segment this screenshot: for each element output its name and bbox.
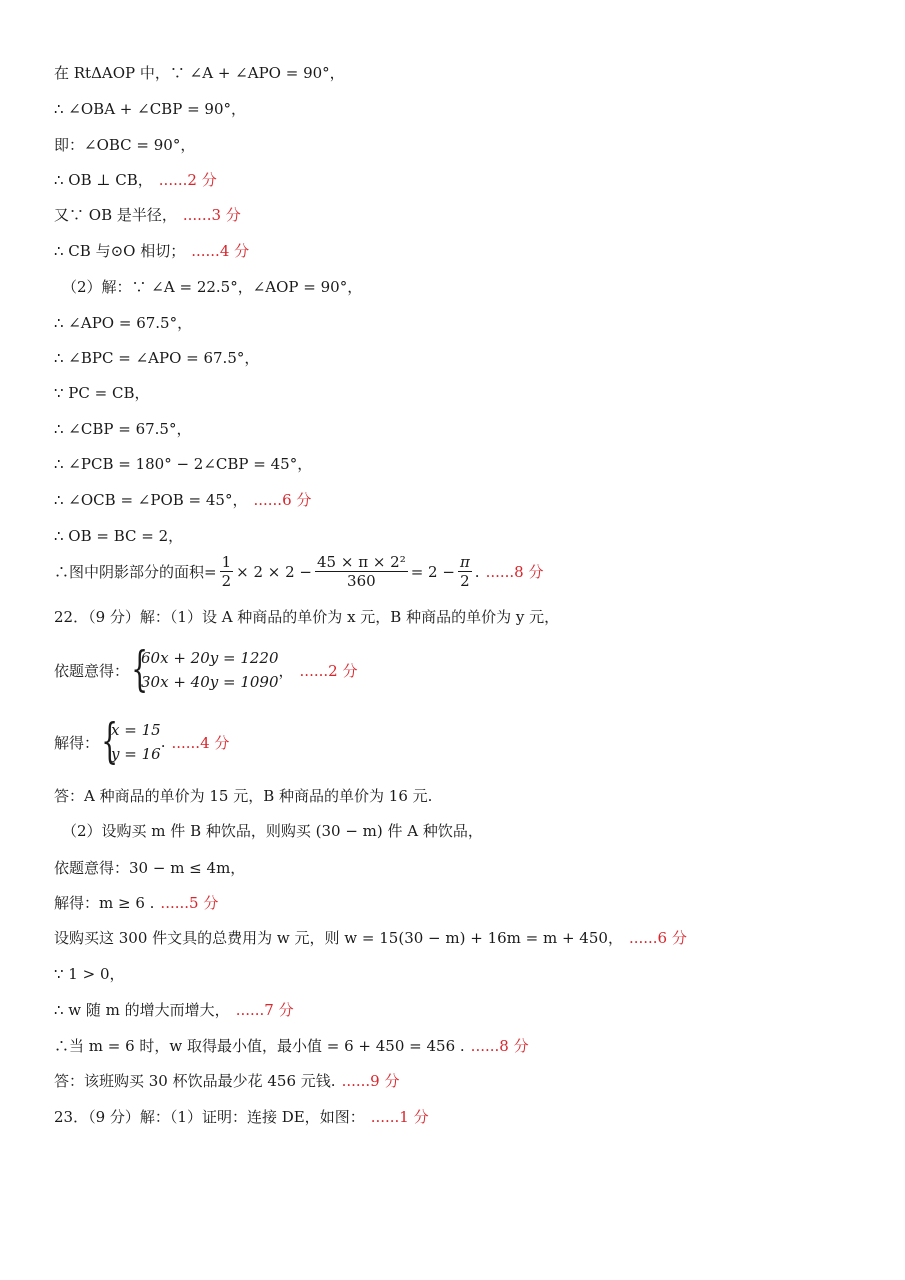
area-formula-line (54, 553, 885, 590)
line-text: ， (278, 661, 294, 680)
numerator: 1 (221, 553, 232, 571)
line-text: 依题意得： (54, 661, 130, 680)
equation: 30x + 40y = 1090 (141, 673, 279, 691)
proof-line (54, 927, 885, 949)
proof-line (54, 169, 885, 191)
proof-line (54, 892, 885, 914)
score-mark: ......2 分 (158, 171, 217, 189)
line-text: 设购买这 300 件文具的总费用为 w 元，则 w = 15(30 − m) + 16m = m + 450， (54, 929, 623, 947)
proof-line (54, 62, 885, 84)
line-text: ∴ ∠APO = 67.5°， (54, 314, 193, 332)
proof-line (62, 820, 885, 842)
line-text: ∴ CB 与⊙O 相切； (54, 242, 186, 260)
score-mark: ......8 分 (485, 563, 544, 581)
proof-line (54, 999, 885, 1021)
denominator: 2 (460, 572, 470, 590)
score-mark: ......3 分 (182, 206, 241, 224)
score-mark: ......1 分 (370, 1108, 429, 1126)
fraction (315, 553, 408, 590)
proof-line (54, 382, 885, 404)
line-text: 22．（9 分）解：（1）设 A 种商品的单价为 x 元，B 种商品的单价为 y 元， (54, 608, 560, 626)
proof-line (54, 347, 885, 369)
line-text: . (474, 562, 480, 581)
proof-line (54, 857, 885, 879)
score-mark: ......7 分 (235, 1001, 294, 1019)
equation: x = 15 (111, 721, 161, 739)
denominator: 2 (221, 572, 232, 590)
equation: y = 16 (111, 745, 161, 763)
proof-line (54, 98, 885, 120)
proof-line (54, 453, 885, 475)
line-text: . (160, 733, 166, 751)
question-22-line (54, 606, 885, 628)
line-text: ∴ OB ⊥ CB， (54, 171, 153, 189)
line-text: = 2 − (410, 562, 455, 581)
numerator: π (459, 553, 470, 571)
fraction (220, 553, 234, 590)
fraction (458, 553, 472, 590)
equation: 60x + 20y = 1220 (141, 649, 279, 667)
score-mark: ......6 分 (628, 929, 687, 947)
line-text: ∴图中阴影部分的面积= (54, 563, 217, 581)
proof-line (54, 312, 885, 334)
equation-system (99, 713, 161, 769)
line-text: × 2 × 2 − (236, 562, 312, 581)
line-text: （2）设购买 m 件 B 种饮品，则购买 (30 − m) 件 A 种饮品， (62, 822, 483, 840)
line-text: 即：∠OBC = 90°， (54, 136, 196, 154)
line-text: ∵ 1 > 0， (54, 965, 125, 983)
line-text: ∴ ∠PCB = 180° − 2∠CBP = 45°， (54, 455, 313, 473)
score-mark: ......6 分 (253, 491, 312, 509)
line-text: ∴ ∠OBA + ∠CBP = 90°， (54, 100, 246, 118)
line-text: （2）解：∵ ∠A = 22.5°，∠AOP = 90°， (62, 278, 363, 296)
line-text: 在 RtΔAOP 中，∵ ∠A + ∠APO = 90°， (54, 64, 345, 82)
line-text: ∴当 m = 6 时，w 取得最小值，最小值 = 6 + 450 = 456 . (54, 1037, 465, 1055)
equation-system (129, 641, 279, 697)
score-mark: ......4 分 (191, 242, 250, 260)
line-text: ∴ ∠OCB = ∠POB = 45°， (54, 491, 248, 509)
proof-line (54, 963, 885, 985)
solution-system-line (54, 713, 885, 769)
proof-line (54, 785, 885, 807)
line-text: ∵ PC = CB， (54, 384, 150, 402)
line-text: ∴ w 随 m 的增大而增大， (54, 1001, 230, 1019)
numerator: 45 × π × 2² (317, 553, 406, 571)
proof-line (54, 240, 885, 262)
line-text: 依题意得：30 − m ≤ 4m， (54, 859, 246, 877)
line-text: ∴ ∠BPC = ∠APO = 67.5°， (54, 349, 260, 367)
proof-line (54, 1070, 885, 1092)
score-mark: ......5 分 (160, 894, 219, 912)
score-mark: ......2 分 (299, 661, 358, 680)
score-mark: ......8 分 (470, 1037, 529, 1055)
line-text: ∴ ∠CBP = 67.5°， (54, 420, 192, 438)
line-text: 答：A 种商品的单价为 15 元，B 种商品的单价为 16 元. (54, 787, 433, 805)
line-text: 解得：m ≥ 6 . (54, 894, 155, 912)
equation-system-line (54, 641, 885, 697)
line-text: 23．（9 分）解：（1）证明：连接 DE，如图： (54, 1108, 365, 1126)
proof-line (54, 418, 885, 440)
line-text: 答：该班购买 30 杯饮品最少花 456 元钱. (54, 1072, 336, 1090)
proof-line (54, 1035, 885, 1057)
line-text: 又∵ OB 是半径， (54, 206, 177, 224)
proof-line (54, 204, 885, 226)
score-mark: ......4 分 (171, 733, 230, 752)
line-text: ∴ OB = BC = 2， (54, 527, 184, 545)
proof-line (54, 489, 885, 511)
proof-line (54, 134, 885, 156)
proof-line (54, 525, 885, 547)
proof-line (62, 276, 885, 298)
brace-icon: { (101, 713, 119, 769)
denominator: 360 (347, 572, 376, 590)
question-23-line (54, 1106, 885, 1128)
score-mark: ......9 分 (341, 1072, 400, 1090)
line-text: 解得： (54, 733, 100, 752)
brace-icon: { (131, 641, 149, 697)
